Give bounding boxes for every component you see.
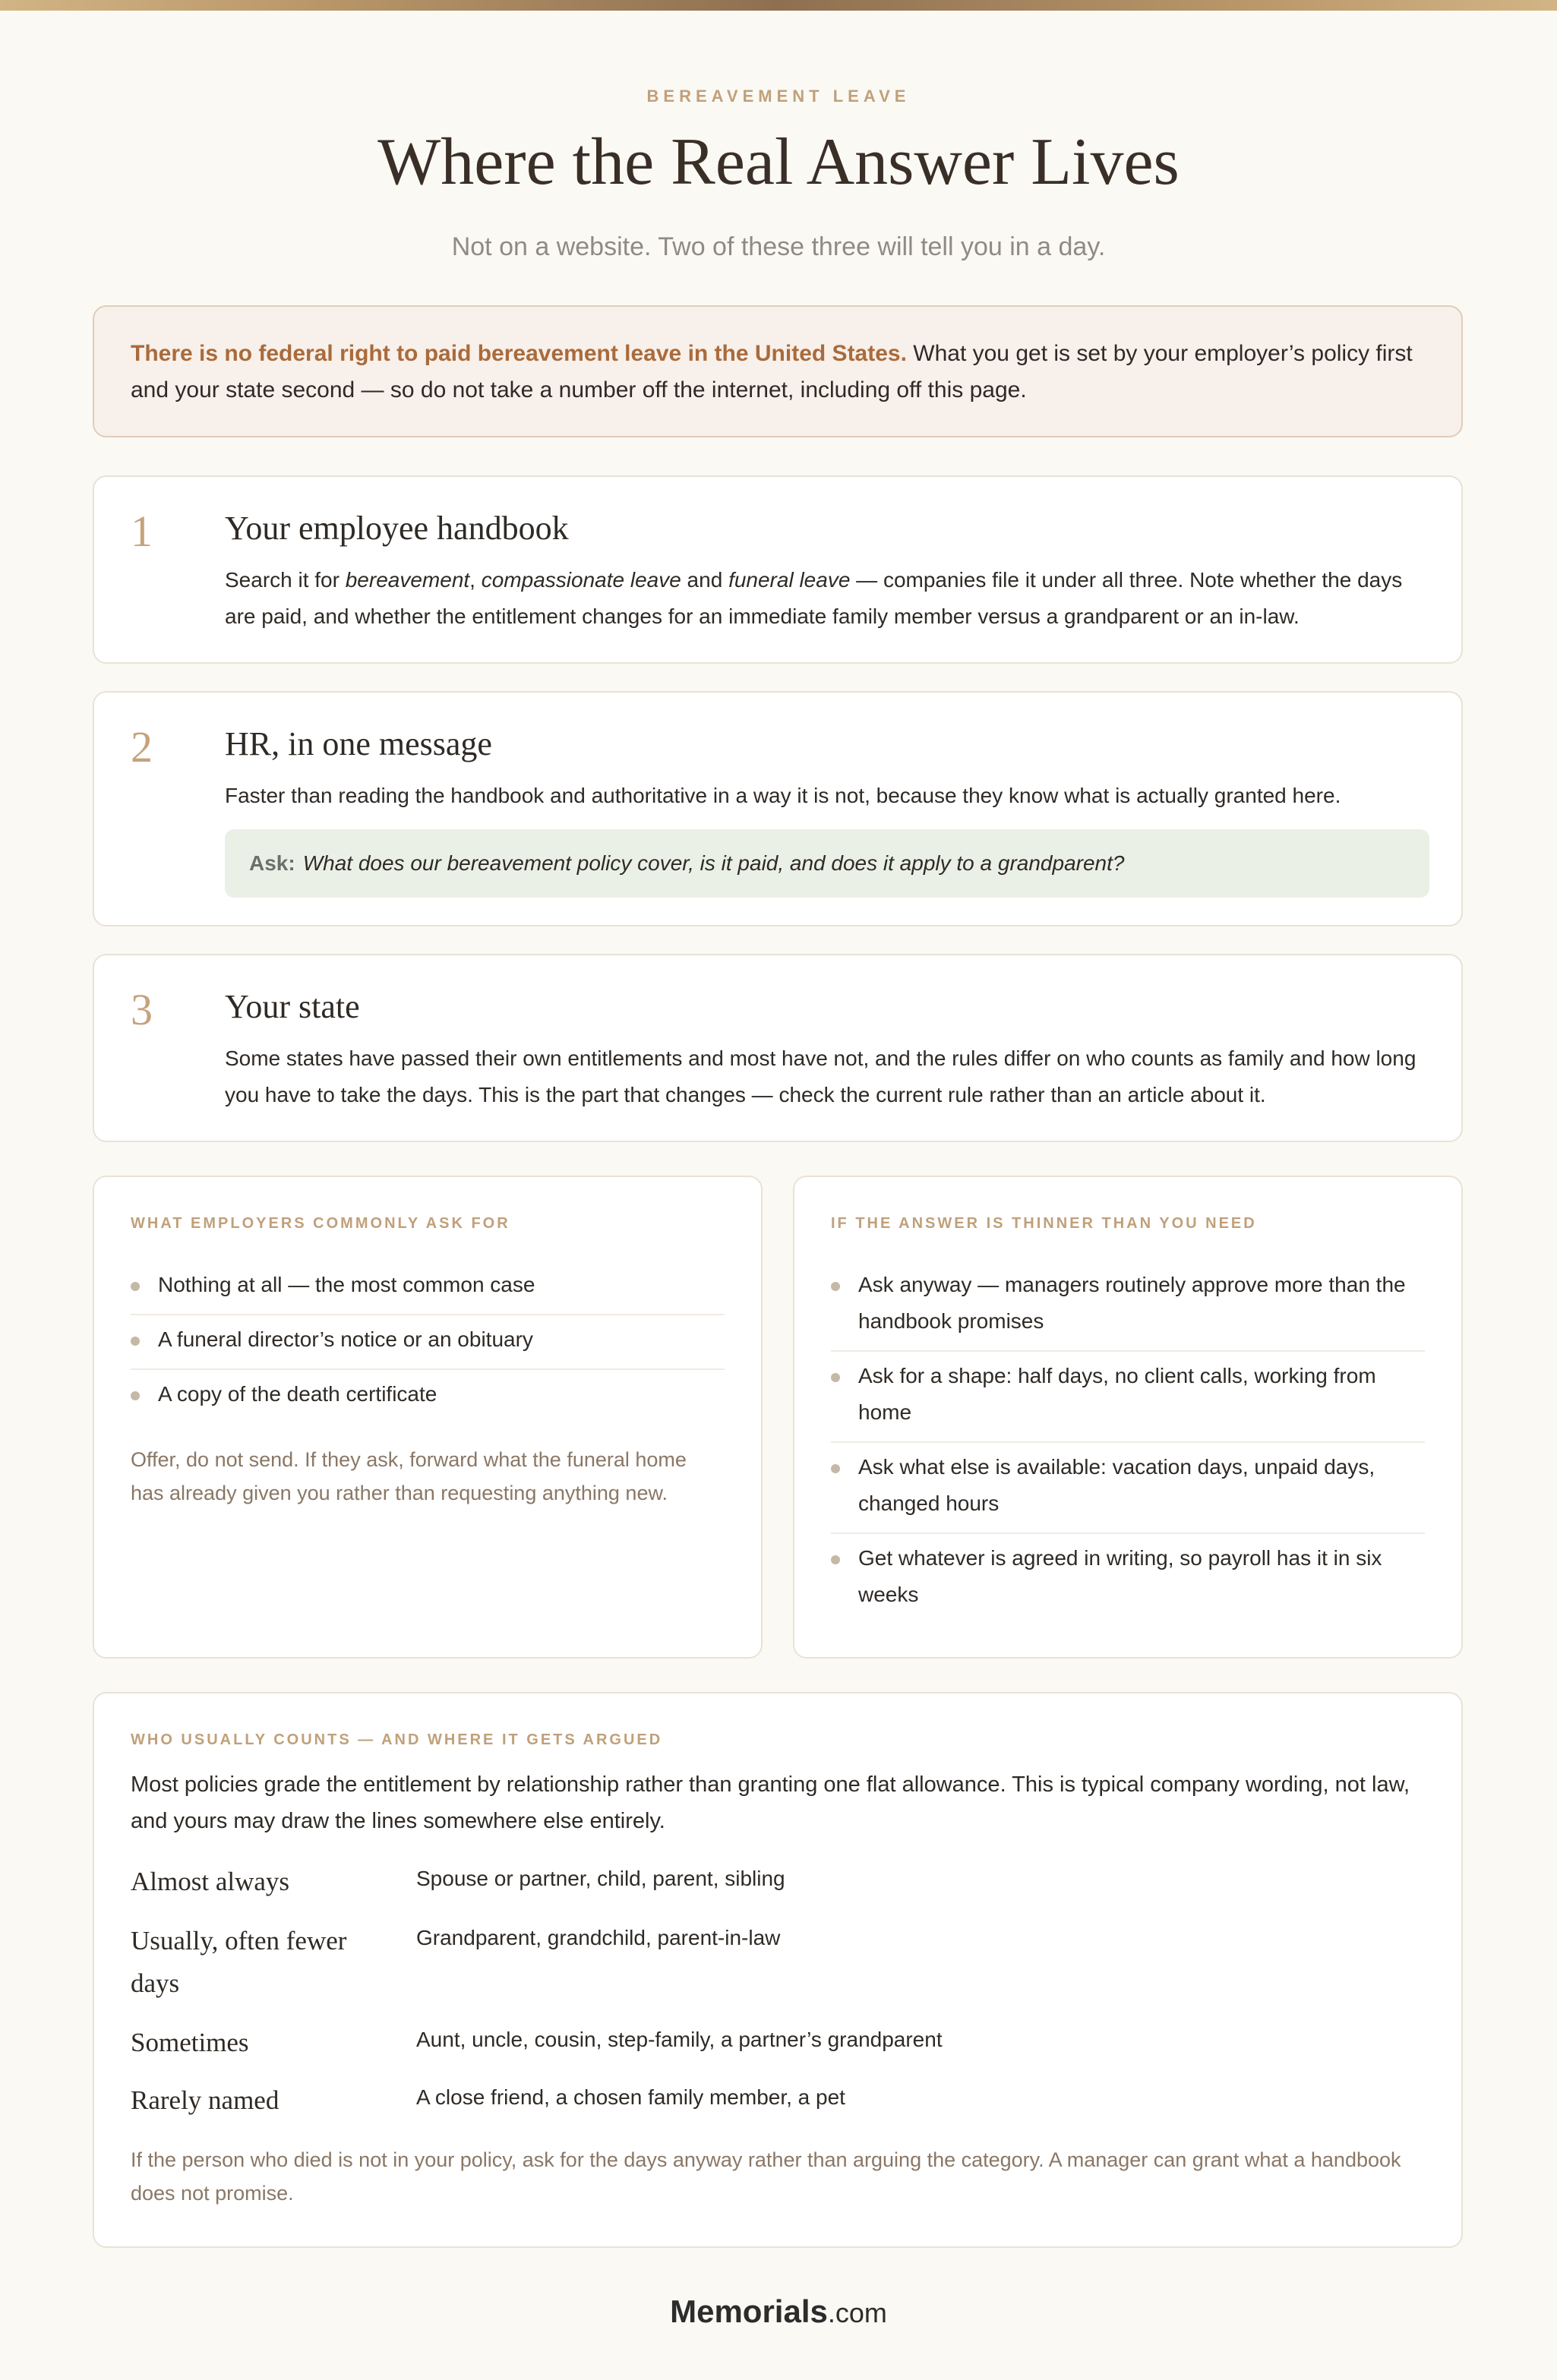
page-title: Where the Real Answer Lives [377, 125, 1180, 199]
eyebrow-label: BEREAVEMENT LEAVE [646, 87, 911, 106]
relationship-members: Aunt, uncle, cousin, step-family, a partner’s grandparent [416, 2028, 943, 2051]
step-body [225, 562, 1432, 635]
who-counts-note: If the person who died is not in your policy, ask for the days anyway rather than arguing the category. A manager can grant what a handbook does not promise. [131, 2148, 1401, 2205]
notice-rest: What you get is set by your employer’s policy first and your state second — so do not take a number off the internet, including off this page. [131, 341, 1413, 402]
relationship-tier: Sometimes [131, 2028, 249, 2057]
step-body: Some states have passed their own entitlements and most have not, and the rules differ on who counts as family and how long you have to take the days. This is the part that changes — check the current rule rather than an article about it. [225, 1046, 1416, 1106]
panel-heading: IF THE ANSWER IS THINNER THAN YOU NEED [831, 1215, 1257, 1232]
ask-question: What does our bereavement policy cover, is it paid, and does it apply to a grandparent? [302, 851, 1125, 875]
list-item: Get whatever is agreed in writing, so payroll has it in six weeks [831, 1534, 1425, 1624]
relationship-tier: Usually, often fewer days [131, 1926, 347, 1998]
thinner-list [831, 1261, 1425, 1624]
step-body-text: — companies file it under all three. Note whether the days are paid, and whether the entitlement changes for an immediate family member versus a grandparent or an in-law. [225, 568, 1403, 628]
step-title: HR, in one message [225, 725, 492, 762]
step-body-term: funeral leave [728, 568, 851, 592]
step-body-text: Search it for [225, 568, 346, 592]
step-number: 1 [131, 507, 153, 556]
list-item: Ask for a shape: half days, no client calls, working from home [831, 1352, 1425, 1443]
employers-list [131, 1261, 725, 1423]
list-item: A copy of the death certificate [131, 1370, 725, 1423]
top-accent-bar [0, 0, 1557, 11]
federal-notice [93, 305, 1463, 437]
step-body: Faster than reading the handbook and authoritative in a way it is not, because they know what is actually granted here. [225, 784, 1341, 807]
step-card-handbook [93, 475, 1463, 664]
panel-heading: WHAT EMPLOYERS COMMONLY ASK FOR [131, 1215, 510, 1232]
ask-hr-box [225, 829, 1429, 898]
step-title: Your state [225, 988, 360, 1025]
relationship-members: Grandparent, grandchild, parent-in-law [416, 1926, 781, 1949]
who-counts-intro: Most policies grade the entitlement by relationship rather than granting one flat allowance. This is typical company wording, not law, and yours may draw the lines somewhere else entirely. [131, 1772, 1410, 1833]
step-body-term: compassionate leave [481, 568, 681, 592]
list-item: Nothing at all — the most common case [131, 1261, 725, 1315]
step-body-text: and [681, 568, 729, 592]
list-item: Ask what else is available: vacation days, unpaid days, changed hours [831, 1443, 1425, 1534]
step-card-hr [93, 691, 1463, 926]
employers-ask-panel [93, 1176, 763, 1659]
thinner-answer-panel [793, 1176, 1463, 1659]
who-counts-panel [93, 1692, 1463, 2248]
relationship-tier: Rarely named [131, 2085, 280, 2115]
step-number: 2 [131, 722, 153, 772]
step-title: Your employee handbook [225, 510, 569, 547]
list-item: Ask anyway — managers routinely approve more than the handbook promises [831, 1261, 1425, 1352]
notice-strong: There is no federal right to paid bereavement leave in the United States. [131, 341, 907, 366]
memorials-logo[interactable] [0, 2293, 1557, 2330]
step-body-text: , [469, 568, 482, 592]
logo-suffix: .com [827, 2297, 887, 2328]
step-number: 3 [131, 985, 153, 1034]
relationship-members: Spouse or partner, child, parent, sibling [416, 1867, 785, 1890]
page-subtitle: Not on a website. Two of these three will tell you in a day. [451, 232, 1106, 261]
step-body-term: bereavement [345, 568, 470, 592]
logo-wordmark: Memorials [670, 2293, 828, 2329]
step-card-state [93, 954, 1463, 1142]
panel-note: Offer, do not send. If they ask, forward what the funeral home has already given you rather than requesting anything new. [131, 1448, 687, 1504]
relationship-members: A close friend, a chosen family member, a pet [416, 2085, 845, 2109]
list-item: A funeral director’s notice or an obituary [131, 1315, 725, 1370]
panel-heading: WHO USUALLY COUNTS — AND WHERE IT GETS ARGUED [131, 1731, 663, 1748]
relationship-tier: Almost always [131, 1867, 290, 1896]
ask-label: Ask: [249, 851, 295, 875]
